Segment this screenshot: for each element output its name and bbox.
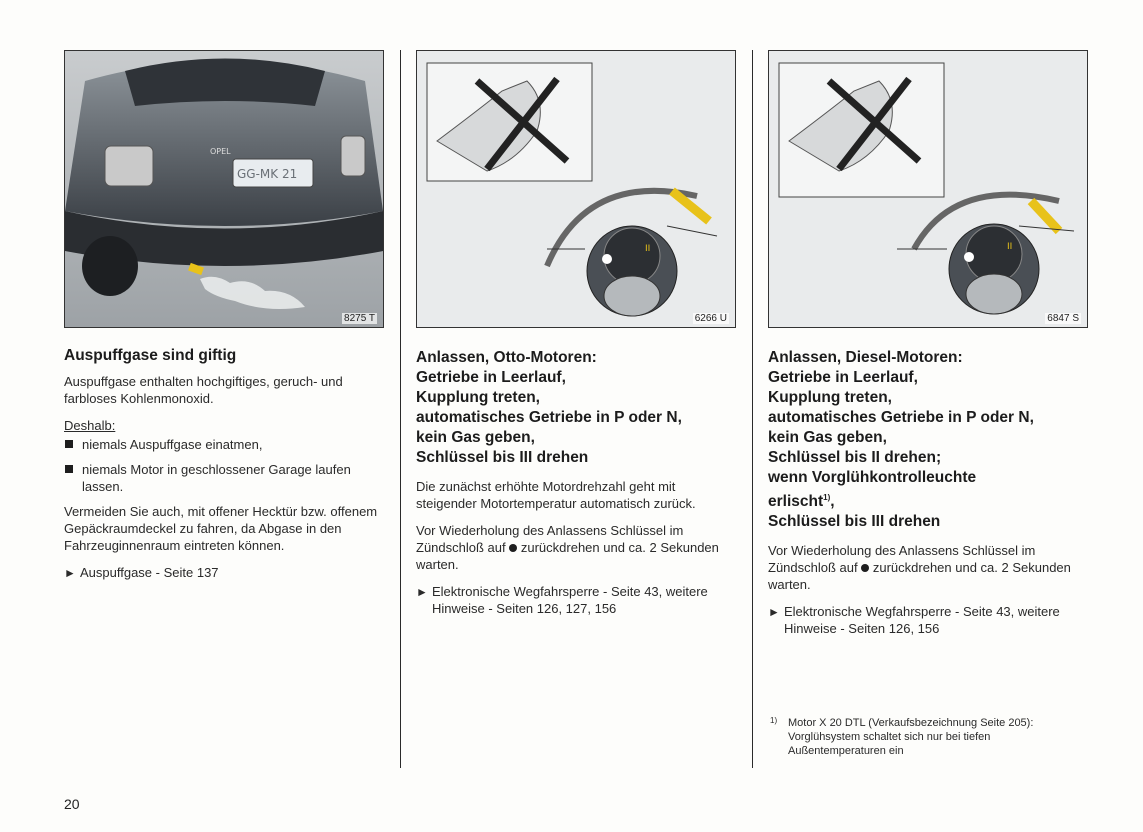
heading-line (768, 488, 1088, 512)
footnote-text: Motor X 20 DTL (Verkaufsbezeichnung Seite 205): Vorglühsystem schaltet sich nur bei tiefen Außentemperaturen ein (788, 717, 1034, 757)
column-diesel-start (768, 50, 1088, 647)
therefore-label: Deshalb: (64, 418, 116, 433)
reference-text: Auspuffgase - Seite 137 (80, 565, 219, 580)
start-instructions-heading (768, 348, 1088, 532)
heading-line: Kupplung treten, (768, 389, 892, 406)
section-title: Auspuffgase sind giftig (64, 347, 237, 364)
heading-line: Getriebe in Leerlauf, (416, 369, 566, 386)
column-exhaust (64, 50, 384, 591)
svg-text:II: II (645, 244, 651, 254)
text-part: zurückdrehen und ca. 2 Sekunden warten. (416, 540, 719, 572)
heading-line: automatisches Getriebe in P oder N, (416, 409, 682, 426)
heading-suffix: , (830, 493, 835, 511)
bullet-item-2: niemals Motor in geschlossener Garage laufen lassen. (64, 461, 384, 495)
ignition-key-illustration (417, 51, 735, 327)
text-part: Vor Wiederholung des Anlassens Schlüssel im Zündschloß auf (416, 523, 684, 555)
ignition-figure-diesel (768, 50, 1088, 328)
ignition-key-illustration (769, 51, 1087, 327)
footnote-marker: 1) (823, 493, 831, 502)
page-number: 20 (64, 796, 80, 812)
dot-icon (861, 564, 869, 572)
start-instructions-heading (416, 348, 736, 468)
idle-speed-text: Die zunächst erhöhte Motordrehzahl geht mit steigender Motortemperatur automatisch zurück. (416, 479, 696, 511)
heading-line: kein Gas geben, (768, 429, 887, 446)
repeat-start-text (416, 522, 736, 573)
car-rear-illustration (65, 51, 383, 327)
heading-line: wenn Vorglühkontrolleuchte (768, 469, 977, 486)
figure-id: 6847 S (1047, 313, 1079, 324)
footnote (768, 716, 1090, 758)
text-part: Vor Wiederholung des Anlassens Schlüssel im Zündschloß auf (768, 543, 1036, 576)
dot-icon (509, 544, 517, 552)
heading-line: kein Gas geben, (416, 429, 535, 446)
heading-line: Schlüssel bis III drehen (416, 449, 589, 466)
triangle-right-icon: ► (64, 566, 76, 580)
license-plate: GG-MK 21 (237, 167, 298, 181)
triangle-right-icon: ► (416, 585, 428, 599)
heading-line: Schlüssel bis II drehen; (768, 449, 942, 466)
reference-text: Elektronische Wegfahrsperre - Seite 43, weitere Hinweise - Seiten 126, 127, 156 (432, 584, 708, 616)
text-part: zurückdrehen und ca. 2 Sekunden warten. (768, 560, 1071, 593)
heading-line: Anlassen, Otto-Motoren: (416, 349, 597, 366)
brand-badge: OPEL (210, 147, 231, 156)
heading-line: Anlassen, Diesel-Motoren: (768, 349, 963, 366)
heading-text: erlischt (768, 493, 824, 511)
cross-reference (64, 564, 384, 581)
intro-text: Auspuffgase enthalten hochgiftiges, geruch- und farbloses Kohlenmonoxid. (64, 374, 343, 406)
heading-line: Kupplung treten, (416, 389, 540, 406)
repeat-start-text (768, 542, 1088, 593)
figure-id: 8275 T (344, 313, 375, 324)
column-divider (752, 50, 753, 768)
bullet-item-1: niemals Auspuffgase einatmen, (64, 436, 384, 453)
footnote-mark: 1) (770, 716, 778, 725)
svg-text:II: II (1007, 242, 1013, 252)
heading-line: Getriebe in Leerlauf, (768, 369, 918, 386)
cross-reference (768, 603, 1088, 637)
column-petrol-start (416, 50, 736, 627)
warning-paragraph: Vermeiden Sie auch, mit offener Hecktür bzw. offenem Gepäckraumdeckel zu fahren, da Abgase in den Fahrzeuginnenraum eintreten können. (64, 504, 378, 553)
reference-text: Elektronische Wegfahrsperre - Seite 43, weitere Hinweise - Seiten 126, 156 (784, 604, 1060, 637)
heading-line: automatisches Getriebe in P oder N, (768, 409, 1034, 426)
heading-line: Schlüssel bis III drehen (768, 513, 941, 531)
triangle-right-icon: ► (768, 605, 780, 620)
figure-id: 6266 U (694, 313, 727, 324)
cross-reference (416, 583, 736, 617)
car-exhaust-photo (64, 50, 384, 328)
column-divider (400, 50, 401, 768)
ignition-figure-petrol (416, 50, 736, 328)
